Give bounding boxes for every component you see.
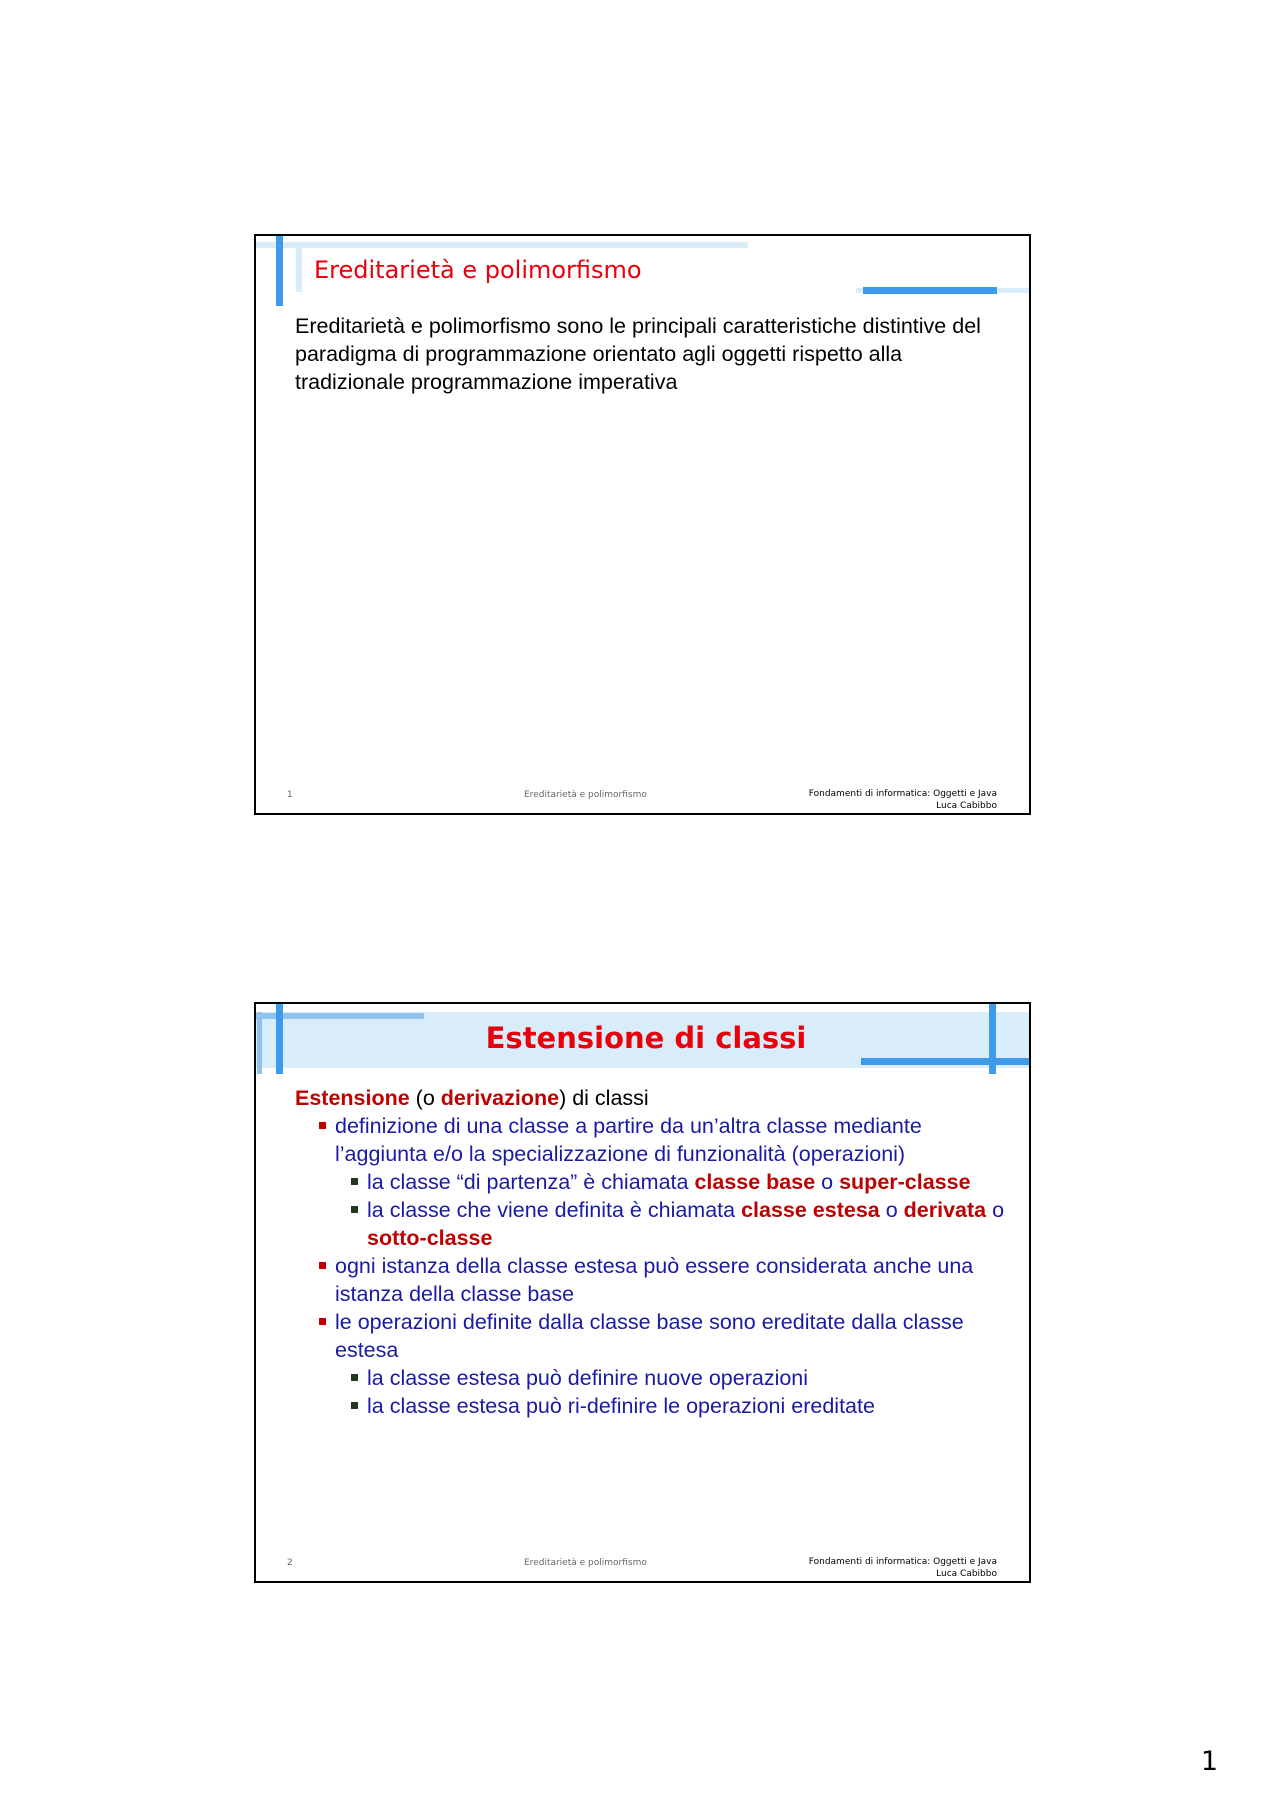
- footer-title: Ereditarietà e polimorfismo: [524, 1558, 647, 1568]
- decor-bar: [863, 287, 997, 294]
- decor-bar: [296, 242, 302, 292]
- square-bullet-icon: [351, 1402, 358, 1409]
- square-bullet-icon: [351, 1374, 358, 1381]
- list-item-text: la classe che viene definita è chiamata: [367, 1198, 742, 1222]
- square-bullet-icon: [351, 1206, 358, 1213]
- list-item: [295, 1364, 1015, 1392]
- list-item-text: ogni istanza della classe estesa può essere considerata anche una istanza della classe base: [335, 1254, 974, 1306]
- list-item: [295, 1112, 1015, 1168]
- slide-title: Ereditarietà e polimorfismo: [314, 256, 642, 284]
- list-item: [295, 1168, 1015, 1196]
- page-number: 1: [1200, 1746, 1218, 1777]
- footer-author: Luca Cabibbo: [936, 1569, 997, 1579]
- decor-bar: [861, 1058, 1031, 1065]
- intro-text: ) di classi: [559, 1086, 649, 1110]
- slide-title: Estensione di classi: [485, 1021, 807, 1055]
- list-item-text: le operazioni definite dalla classe base sono ereditate dalla classe estesa: [335, 1310, 964, 1362]
- slide-number: 1: [287, 790, 293, 800]
- square-bullet-icon: [319, 1122, 326, 1129]
- slide-body: [295, 1084, 1015, 1420]
- footer-course-name: Fondamenti di informatica: Oggetti e Java: [808, 789, 997, 799]
- slide-2: [254, 1002, 1031, 1583]
- term-classe-estesa: classe estesa: [741, 1198, 880, 1222]
- list-item-text: definizione di una classe a partire da un’altra classe mediante l’aggiunta e/o la specializzazione di funzionalità (operazioni): [335, 1114, 922, 1166]
- list-item-text: la classe estesa può definire nuove operazioni: [367, 1366, 809, 1390]
- square-bullet-icon: [319, 1262, 326, 1269]
- slide-number: 2: [287, 1558, 293, 1568]
- footer-title: Ereditarietà e polimorfismo: [524, 790, 647, 800]
- list-item-text: la classe estesa può ri-definire le operazioni ereditate: [367, 1394, 875, 1418]
- list-item: [295, 1308, 1015, 1364]
- footer-course: [809, 1556, 997, 1580]
- square-bullet-icon: [351, 1178, 358, 1185]
- list-item: [295, 1196, 1015, 1252]
- slide-body-text: Ereditarietà e polimorfismo sono le principali caratteristiche distintive del paradigma di programmazione orientato agli oggetti rispetto alla tradizionale programmazione imperativa: [295, 314, 981, 394]
- term-derivazione: derivazione: [440, 1086, 560, 1110]
- term-derivata: derivata: [903, 1198, 987, 1222]
- decor-bar: [276, 1004, 283, 1074]
- intro-line: [295, 1084, 1015, 1112]
- list-item: [295, 1252, 1015, 1308]
- decor-bar: [256, 242, 748, 248]
- decor-bar: [257, 1012, 262, 1074]
- term-classe-base: classe base: [694, 1170, 816, 1194]
- list-item-text: la classe “di partenza” è chiamata: [367, 1170, 695, 1194]
- footer-course: [809, 788, 997, 812]
- list-item-text: o: [879, 1198, 904, 1222]
- bullet-list: [295, 1112, 1015, 1420]
- list-item-text: o: [815, 1170, 840, 1194]
- decor-bar: [276, 236, 283, 306]
- footer-course-name: Fondamenti di informatica: Oggetti e Java: [808, 1557, 997, 1567]
- list-item-text: o: [986, 1198, 1005, 1222]
- term-super-classe: super-classe: [839, 1170, 971, 1194]
- slide-1: [254, 234, 1031, 815]
- footer-author: Luca Cabibbo: [936, 801, 997, 811]
- term-sotto-classe: sotto-classe: [367, 1226, 493, 1250]
- intro-text: (o: [409, 1086, 441, 1110]
- list-item: [295, 1392, 1015, 1420]
- term-estensione: Estensione: [295, 1086, 410, 1110]
- square-bullet-icon: [319, 1318, 326, 1325]
